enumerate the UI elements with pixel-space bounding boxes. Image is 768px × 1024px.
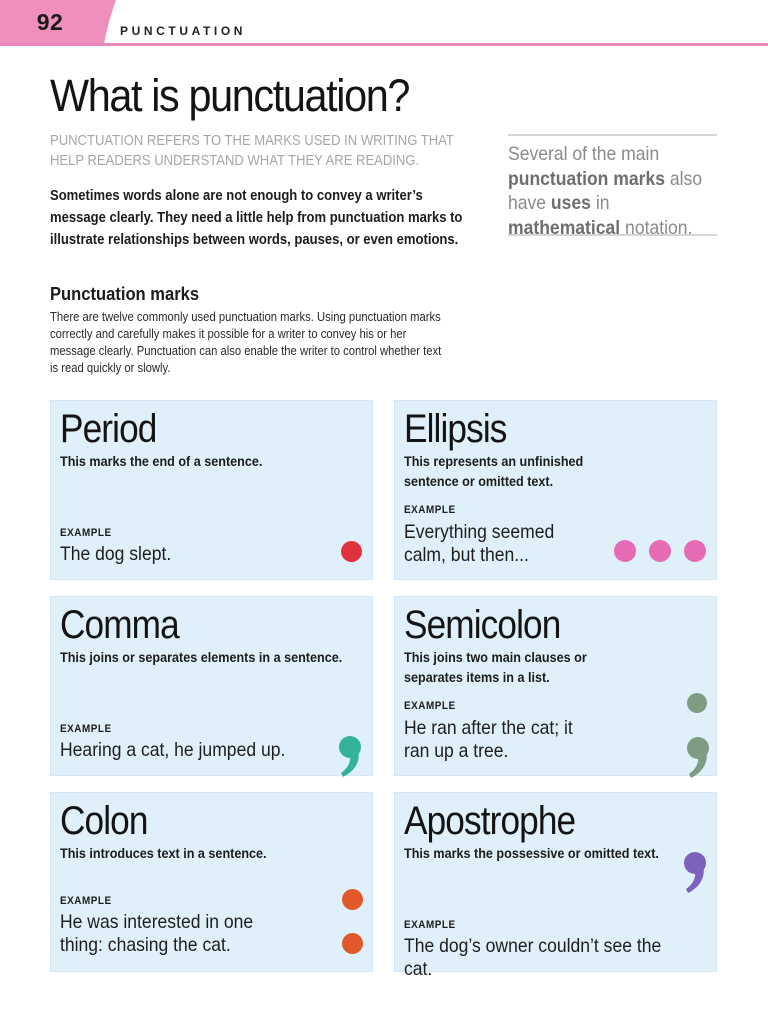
example-text: Hearing a cat, he jumped up. <box>60 739 286 761</box>
page-title: What is punctuation? <box>50 70 410 121</box>
example-text: Everything seemed calm, but then... <box>404 521 555 566</box>
card-apostrophe <box>394 792 717 980</box>
card-description: This joins or separates elements in a sentence. <box>60 649 343 665</box>
card-title: Colon <box>60 799 148 843</box>
aside-text-4: notation. <box>620 216 693 239</box>
example-label: EXAMPLE <box>60 527 112 539</box>
aside-callout <box>508 134 717 239</box>
colon-dot-icon <box>342 933 363 954</box>
aside-bold-mathematical: mathematical <box>508 216 621 239</box>
aside-text-3: in <box>590 192 610 214</box>
card-semicolon <box>394 596 717 776</box>
card-title: Period <box>60 407 157 451</box>
card-colon <box>50 792 373 972</box>
header-rule <box>0 43 768 46</box>
card-description: This represents an unfinished sentence or omitted text. <box>404 453 584 489</box>
aside-bold-uses: uses <box>550 192 591 214</box>
period-dot-icon <box>341 541 362 562</box>
card-description: This introduces text in a sentence. <box>60 845 267 861</box>
comma-icon <box>337 735 363 779</box>
card-title: Ellipsis <box>404 407 507 451</box>
card-description: This joins two main clauses or separates items in a list. <box>404 649 587 685</box>
ellipsis-dot-icon <box>614 540 636 562</box>
apostrophe-icon <box>682 851 708 895</box>
lede-paragraph: Sometimes words alone are not enough to convey a writer’s message clearly. They need a little help from punctuation marks to illustrate relationships between words, pauses, or even emotions. <box>50 188 463 248</box>
card-description: This marks the possessive or omitted text. <box>404 845 659 861</box>
semicolon-comma-icon <box>685 736 711 780</box>
example-text: He was interested in one thing: chasing the cat. <box>60 911 254 956</box>
example-text: He ran after the cat; it ran up a tree. <box>404 717 573 762</box>
section-body: There are twelve commonly used punctuation marks. Using punctuation marks correctly and carefully makes it possible for a writer to convey his or her message clearly. Punctuation can also enable the writer to control whether text is read quickly or slowly. <box>50 310 442 375</box>
aside-bold-punctuation-marks: punctuation marks <box>508 167 666 190</box>
card-period <box>50 400 373 580</box>
card-comma <box>50 596 373 776</box>
ellipsis-dot-icon <box>684 540 706 562</box>
semicolon-dot-icon <box>687 693 707 713</box>
example-label: EXAMPLE <box>404 700 456 712</box>
example-label: EXAMPLE <box>404 504 456 516</box>
example-text: The dog’s owner couldn’t see the cat. <box>404 935 662 980</box>
page-number: 92 <box>36 8 64 35</box>
ellipsis-dot-icon <box>649 540 671 562</box>
aside-text <box>508 142 724 240</box>
intro-text: PUNCTUATION REFERS TO THE MARKS USED IN WRITING THAT HELP READERS UNDERSTAND WHAT THEY ARE READING. <box>50 133 454 169</box>
example-text: The dog slept. <box>60 543 172 565</box>
example-label: EXAMPLE <box>60 723 112 735</box>
section-label: PUNCTUATION <box>120 24 247 38</box>
card-ellipsis <box>394 400 717 580</box>
card-title: Apostrophe <box>404 799 576 843</box>
card-description: This marks the end of a sentence. <box>60 453 263 469</box>
card-title: Semicolon <box>404 603 561 647</box>
colon-dot-icon <box>342 889 363 910</box>
aside-text-1: Several of the main <box>508 143 660 165</box>
aside-text-2: also have <box>508 167 703 214</box>
section-heading: Punctuation marks <box>50 284 200 304</box>
example-label: EXAMPLE <box>60 895 112 907</box>
card-title: Comma <box>60 603 179 647</box>
example-label: EXAMPLE <box>404 919 456 931</box>
